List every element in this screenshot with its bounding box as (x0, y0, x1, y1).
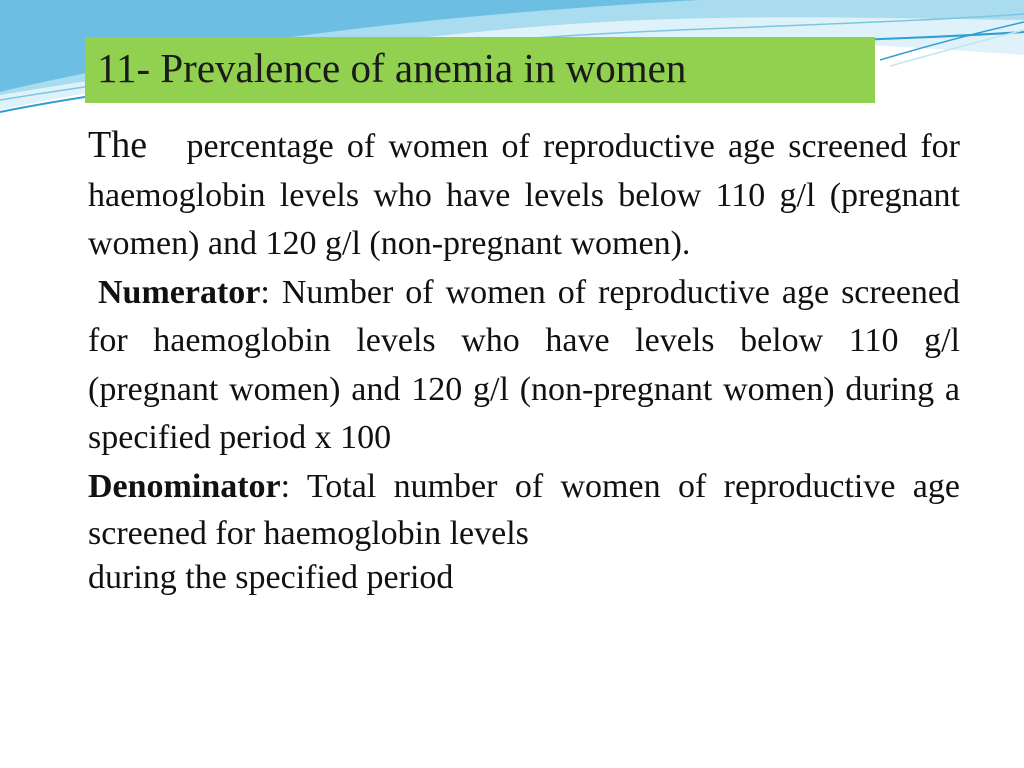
denominator-text-tail: during the specified period (88, 558, 454, 596)
definition-lead-word: The (88, 124, 148, 166)
denominator-label: Denominator (88, 467, 281, 505)
numerator-label: Numerator (98, 273, 261, 311)
definition-paragraph (88, 121, 960, 269)
slide-title-box (85, 37, 875, 103)
slide-body (88, 121, 960, 599)
denominator-text: Total number of women of reproductive age screened for haemoglobin levels (88, 467, 960, 552)
denominator-paragraph (88, 463, 960, 557)
definition-text: percentage of women of reproductive age screened for haemoglobin levels who have levels below 110 g/l (pregnant women) and 120 g/l (non-pregnant women). (88, 128, 960, 262)
numerator-paragraph (88, 269, 960, 463)
slide-title: 11- Prevalence of anemia in women (97, 45, 687, 91)
numerator-separator: : (260, 273, 270, 311)
denominator-separator: : (280, 467, 291, 505)
numerator-text: Number of women of reproductive age screened for haemoglobin levels who have levels below 110 g/l (pregnant women) and 120 g/l (non-pregnant women) during a specified period x 100 (88, 273, 960, 456)
